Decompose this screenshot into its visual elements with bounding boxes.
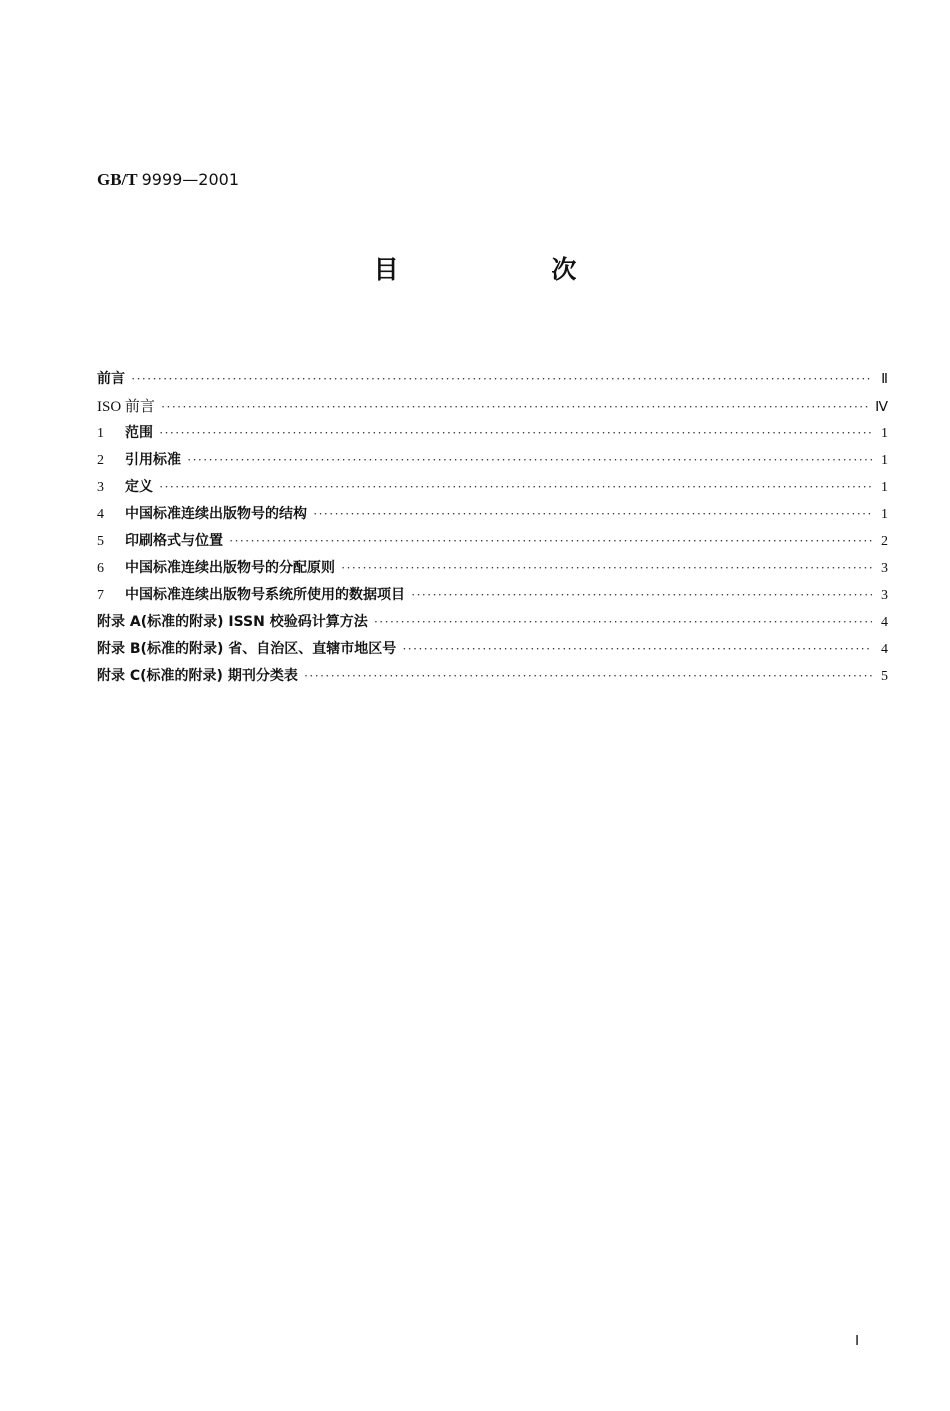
toc-entry-definitions[interactable] <box>97 476 888 503</box>
toc-entry-number: 6 <box>97 561 104 576</box>
toc-entry-annex-a[interactable] <box>97 611 888 638</box>
toc-entry-structure[interactable] <box>97 503 888 530</box>
toc-entry-scope[interactable] <box>97 422 888 449</box>
dot-leader <box>229 533 872 549</box>
toc-entry-page: 2 <box>881 534 888 549</box>
dot-leader <box>313 506 872 522</box>
toc-entry-foreword[interactable] <box>97 368 888 395</box>
toc-entry-number: 2 <box>97 453 104 468</box>
toc-entry-title: 中国标准连续出版物号的分配原则 <box>125 560 335 576</box>
dot-leader <box>402 641 872 657</box>
standard-code-prefix: GB/T <box>97 170 138 189</box>
standard-code-number: 9999—2001 <box>141 170 240 189</box>
dot-leader <box>159 479 872 495</box>
dot-leader <box>411 587 872 603</box>
toc-entry-title: 定义 <box>125 479 153 495</box>
toc-entry-annex-c[interactable] <box>97 665 888 692</box>
toc-entry-title: 附录 A(标准的附录) ISSN 校验码计算方法 <box>97 614 368 630</box>
toc-entry-normative-references[interactable] <box>97 449 888 476</box>
toc-entry-title: 中国标准连续出版物号系统所使用的数据项目 <box>125 587 405 603</box>
toc-entry-page: 1 <box>881 507 888 522</box>
dot-leader <box>341 560 872 576</box>
toc-entry-page: 1 <box>881 426 888 441</box>
toc-entry-data-items[interactable] <box>97 584 888 611</box>
toc-entry-page: Ⅱ <box>881 372 888 387</box>
toc-entry-iso-foreword[interactable] <box>97 395 888 422</box>
toc-entry-page: 1 <box>881 453 888 468</box>
toc-entry-number: 1 <box>97 426 104 441</box>
dot-leader <box>304 668 872 684</box>
toc-entry-page: 3 <box>881 561 888 576</box>
toc-entry-page: 1 <box>881 480 888 495</box>
table-of-contents <box>97 368 888 692</box>
toc-entry-page: 3 <box>881 588 888 603</box>
dot-leader <box>131 371 872 387</box>
toc-entry-print-format[interactable] <box>97 530 888 557</box>
toc-entry-allocation-principles[interactable] <box>97 557 888 584</box>
toc-entry-page: 4 <box>881 615 888 630</box>
dot-leader <box>187 452 872 468</box>
toc-entry-page: 4 <box>881 642 888 657</box>
toc-entry-title: 引用标准 <box>125 452 181 468</box>
toc-entry-title: 范围 <box>125 425 153 441</box>
toc-entry-title: ISO 前言 <box>97 399 155 415</box>
toc-entry-title: 中国标准连续出版物号的结构 <box>125 506 307 522</box>
toc-entry-number: 5 <box>97 534 104 549</box>
page-number: Ⅰ <box>855 1334 860 1349</box>
toc-entry-page: 5 <box>881 669 888 684</box>
toc-heading: 目 次 <box>373 255 649 284</box>
standard-code <box>97 170 239 190</box>
toc-entry-number: 3 <box>97 480 104 495</box>
toc-entry-annex-b[interactable] <box>97 638 888 665</box>
toc-entry-title: 印刷格式与位置 <box>125 533 223 549</box>
toc-entry-title: 前言 <box>97 371 125 387</box>
toc-entry-number: 7 <box>97 588 104 603</box>
toc-entry-title: 附录 C(标准的附录) 期刊分类表 <box>97 668 298 684</box>
toc-entry-title: 附录 B(标准的附录) 省、自治区、直辖市地区号 <box>97 641 397 657</box>
dot-leader <box>159 425 872 441</box>
toc-entry-page: Ⅳ <box>875 400 888 415</box>
dot-leader <box>161 399 871 415</box>
toc-entry-number: 4 <box>97 507 104 522</box>
dot-leader <box>374 614 872 630</box>
